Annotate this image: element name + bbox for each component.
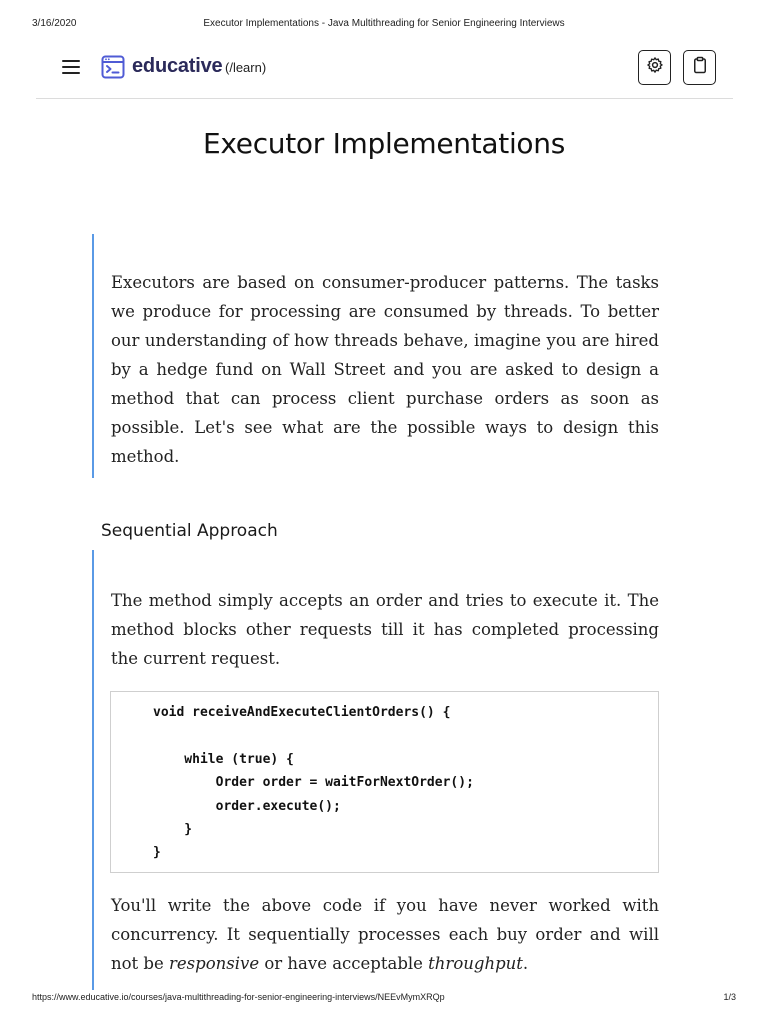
code-line: } xyxy=(153,822,193,837)
code-block xyxy=(110,691,659,873)
gear-icon xyxy=(646,56,664,79)
print-page-number: 1/3 xyxy=(723,992,736,1002)
section-heading-sequential: Sequential Approach xyxy=(101,521,278,541)
logo-link-path[interactable]: (/learn) xyxy=(225,60,267,75)
print-date: 3/16/2020 xyxy=(32,18,77,29)
conclusion-text: . xyxy=(522,954,529,973)
clipboard-button[interactable] xyxy=(683,50,716,85)
code-line: Order order = waitForNextOrder(); xyxy=(153,775,474,790)
clipboard-icon xyxy=(692,56,708,79)
emphasis-responsive: responsive xyxy=(169,954,260,973)
page-title: Executor Implementations xyxy=(202,127,565,160)
educative-logo-icon[interactable] xyxy=(101,55,125,79)
menu-icon[interactable] xyxy=(62,60,80,76)
settings-button[interactable] xyxy=(638,50,671,85)
code-line: void receiveAndExecuteClientOrders() { xyxy=(153,705,451,720)
logo-text[interactable]: educative xyxy=(132,55,223,77)
sequential-description: The method simply accepts an order and tries to execute it. The method blocks other requests till it has completed processing the current request. xyxy=(111,591,659,668)
code-line: order.execute(); xyxy=(153,799,341,814)
emphasis-throughput: throughput xyxy=(428,954,523,973)
intro-paragraph: Executors are based on consumer-producer patterns. The tasks we produce for processing are consumed by threads. To better our understanding of how threads behave, imagine you are hired by a hedge fund on Wall Street and you are asked to design a method that can process client purchase orders as soon as possible. Let's see what are the possible ways to design this method. xyxy=(111,273,659,466)
top-navigation-bar xyxy=(36,44,733,99)
code-line: while (true) { xyxy=(153,752,294,767)
code-line: } xyxy=(153,845,161,860)
sequential-conclusion xyxy=(111,891,659,978)
print-url: https://www.educative.io/courses/java-multithreading-for-senior-engineering-interviews/NEEvMymXRQp xyxy=(32,992,445,1002)
print-title: Executor Implementations - Java Multithreading for Senior Engineering Interviews xyxy=(203,18,565,29)
conclusion-text: or have acceptable xyxy=(259,954,429,973)
conclusion-text: You'll write the above code if you have never worked with concurrency. It sequentially processes each buy order and will not be xyxy=(111,896,659,973)
